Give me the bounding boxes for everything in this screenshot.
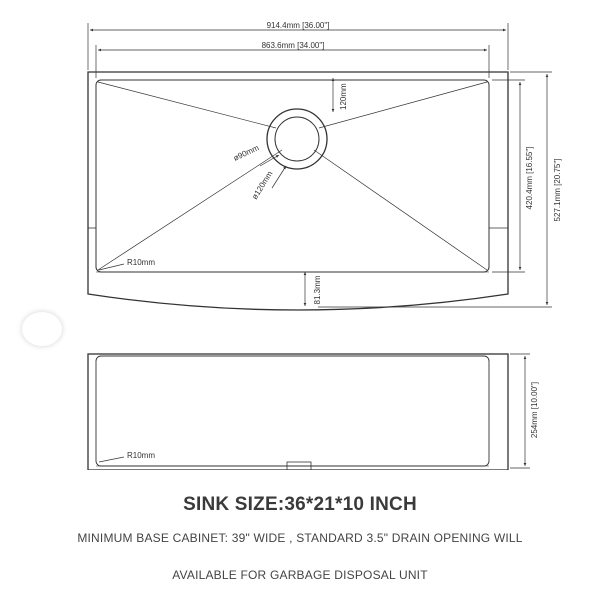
dim-drain-diameter: ø90mm [232, 143, 261, 163]
floating-circle-button[interactable] [22, 312, 62, 346]
dim-inner-depth: 420.4mm [16.55"] [525, 146, 534, 210]
dim-bowl-height: 254mm [10.00"] [530, 381, 539, 439]
caption-line-1: MINIMUM BASE CABINET: 39" WIDE , STANDARD 3.5" DRAIN OPENING WILL [77, 531, 523, 545]
dim-overall-width: 914.4mm [36.00"] [266, 21, 330, 30]
drain-flange [267, 109, 327, 169]
sink-outer-outline [88, 72, 508, 310]
slope-line [314, 150, 487, 270]
dim-corner-radius-top: R10mm [127, 258, 156, 267]
dim-drain-offset: 120mm [339, 83, 348, 110]
caption-line-2: AVAILABLE FOR GARBAGE DISPOSAL UNIT [172, 568, 428, 582]
width-dimensions [88, 23, 508, 78]
caption-title: SINK SIZE:36*21*10 INCH [183, 494, 417, 515]
dim-apron-offset: 81.3mm [313, 275, 322, 305]
top-view [88, 72, 508, 310]
slope-line [98, 150, 282, 270]
dim-corner-radius-front: R10mm [127, 451, 156, 460]
dim-overall-depth: 527.1mm [20.75"] [553, 158, 562, 222]
slope-line [98, 82, 276, 128]
dim-flange-diameter: ø120mm [250, 169, 275, 202]
dim-inner-width: 863.6mm [34.00"] [261, 41, 325, 50]
drain-opening [275, 117, 319, 161]
front-bowl-outline [96, 356, 489, 466]
